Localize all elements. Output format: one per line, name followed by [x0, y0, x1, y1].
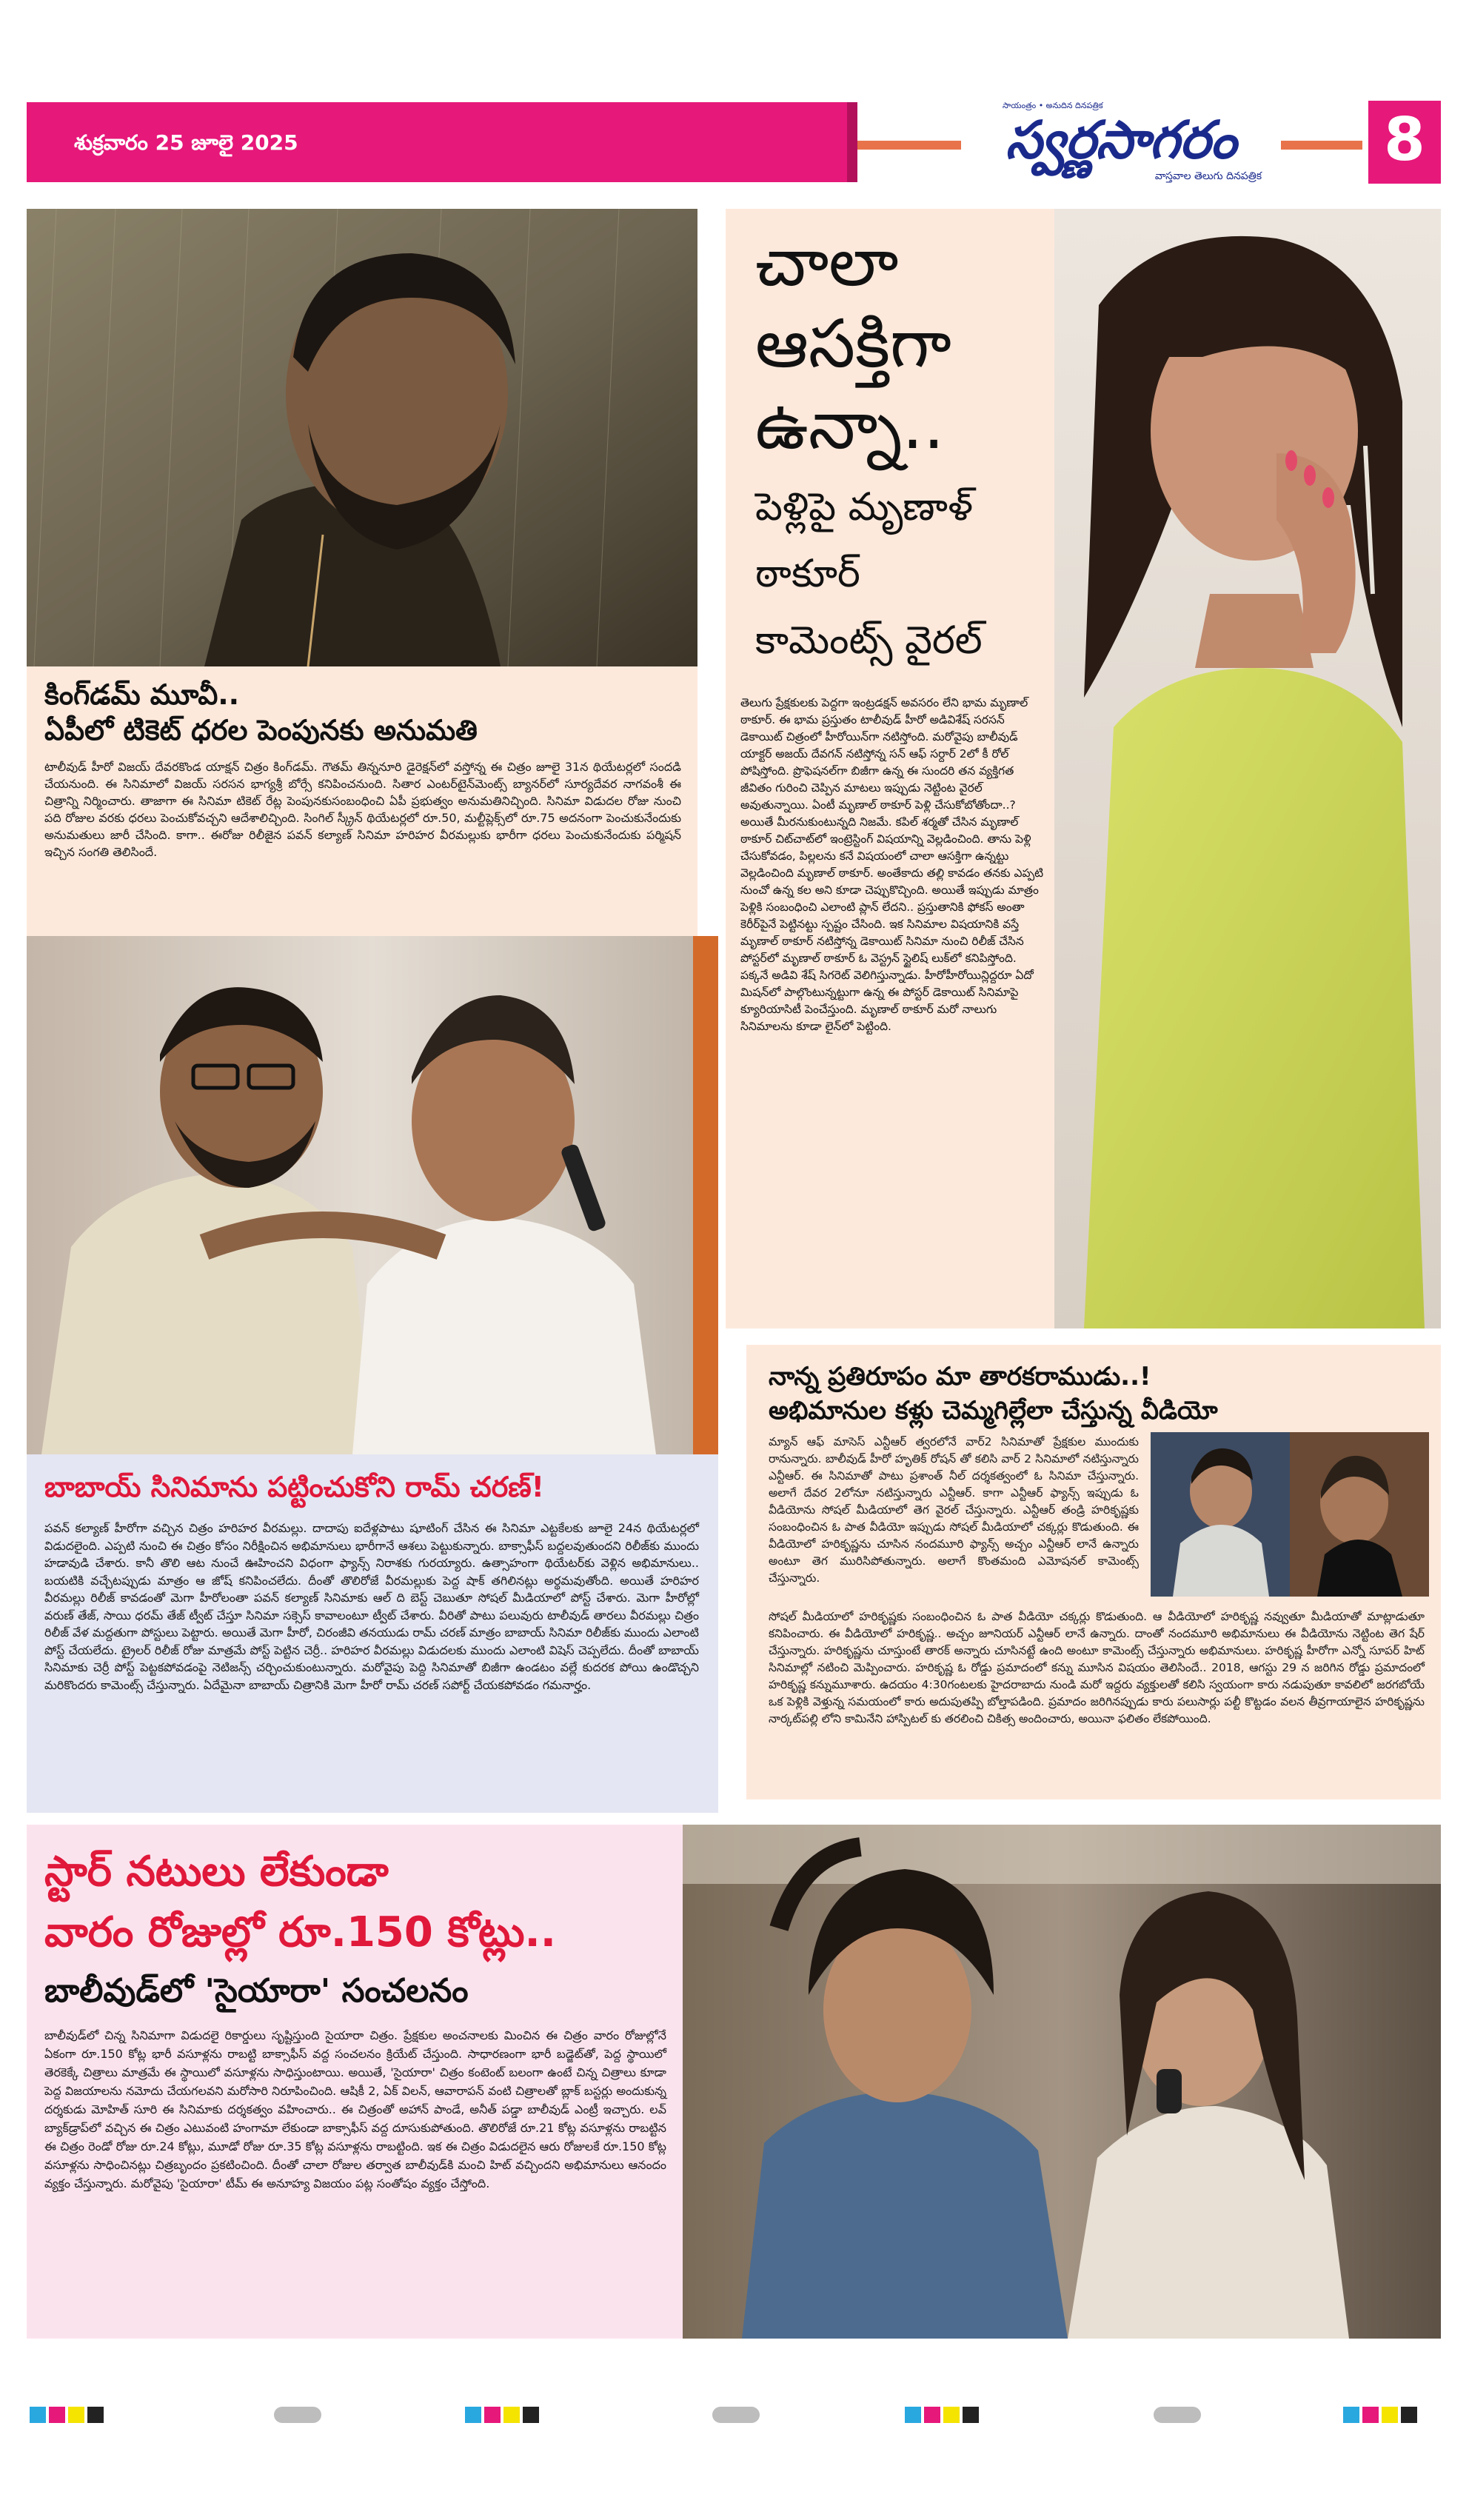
ramcharan-text-box [27, 1454, 718, 1813]
registration-marks-3 [905, 2407, 979, 2423]
saiyaara-headline-3: బాలీవుడ్‌లో 'సైయారా' సంచలనం [44, 1972, 469, 2010]
ntr-body-rest: సోషల్ మీడియాలో హరికృష్ణకు సంబంధించిన ఓ పాత వీడియో చక్కర్లు కొడుతుంది. ఆ వీడియోలో హరికృష్ణ నవ్వుతూ మీడియాతో మాట్లాడుతూ కనిపించారు. ఈ వీడియోలో హరికృష్ణ.. అచ్చం జూనియర్ ఎన్టీఆర్ లానే ఉన్నారు. దాంతో నందమూరి అభిమానులు ఈ వీడియోను నెట్టింట తెగ షేర్ చేస్తున్నారు. హరికృష్ణను చూస్తుంటే తారక్ అన్నారు చూసినట్టే ఉంది అంటూ కామెంట్స్ చేస్తున్నారు అభిమానులు. హరికృష్ణ హీరోగా ఎన్నో సూపర్ హిట్ సినిమాల్లో నటించి మెప్పించారు. హరికృష్ణ ఓ రోడ్డు ప్రమాదంలో కన్ను మూసిన విషయం తెలిసిందే.. 2018, ఆగస్టు 29 న జరిగిన రోడ్డు ప్రమాదంలో హరికృష్ణ కన్నుమూశారు. ఉదయం 4:30గంటలకు హైదరాబాదు నుండి మరో ఇద్దరు వ్యక్తులతో కలిసి స్వయంగా కారు నడుపుతూ కావలిలో జరగబోయే ఒక పెళ్లికి వెళ్తున్న సమయంలో కారు అదుపుతప్పి బోల్తాపడింది. ప్రమాదం జరిగినప్పుడు కారు పలుసార్లు పల్టీ కొట్టడం వలన తీవ్రగాయాలైన హరికృష్ణను నార్కట్‌పల్లి లోని కామినేని హాస్పిటల్ కు తరలించి చికిత్స అందించారు, అయినా ఫలితం లేకపోయింది. [769, 1610, 1425, 1725]
mrunal-headline-1: చాలా [755, 224, 899, 301]
saiyaara-text-box [27, 1825, 683, 2339]
date-banner [27, 102, 857, 182]
masthead-rule-right [1281, 141, 1362, 150]
ntr-headline-1: నాన్న ప్రతిరూపం మా తారకరాముడు..! [769, 1362, 1151, 1391]
ntr-story-box [746, 1345, 1441, 1799]
mrunal-sub-1: పెళ్లిపై మృణాళ్ [755, 485, 974, 529]
mrunal-body: తెలుగు ప్రేక్షకులకు పెద్దగా ఇంట్రడక్షన్ అవసరం లేని భామ మృణాల్ ఠాకూర్. ఈ భామ ప్రస్తుతం టాలీవుడ్ హీరో అడివిశేష్ సరసన్ డెకాయిట్ చిత్రంలో హీరోయిన్‌గా నటిస్తోంది. మరోవైపు బాలీవుడ్ యాక్టర్ అజయ్ దేవగన్ నటిస్తోన్న సన్ ఆఫ్ సర్దార్ 2లో కీ రోల్ పోషిస్తోంది. ప్రొఫెషనల్‌గా బిజీగా ఉన్న ఈ సుందరి తన వ్యక్తిగత జీవితం గురించి చెప్పిన మాటలు ఇప్పుడు నెట్టింట వైరల్ అవుతున్నాయి. ఏంటీ మృణాల్ ఠాకూర్ పెళ్లి చేసుకోబోతోందా..? అయితే మీరనుకుంటున్నది నిజమే. కపిల్ శర్మతో చేసిన మృణాల్ ఠాకూర్ చిట్‌చాట్‌లో ఇంట్రెస్టింగ్ విషయాన్ని వెల్లడించింది. తాను పెళ్లి చేసుకోవడం, పిల్లలను కనే విషయంలో చాలా ఆసక్తిగా ఉన్నట్టు వెల్లడించింది మృణాల్ ఠాకూర్. అంతేకాదు తల్లి కావడం తనకు ఎప్పటి నుంచో ఉన్న కల అని కూడా చెప్పుకొచ్చింది. అయితే ఇప్పుడు మాత్రం పెళ్లికి సంబంధించి ఎలాంటి ప్లాన్ లేదని.. ప్రస్తుతానికి ఫోకస్ అంతా కెరీర్‌పైనే పెట్టినట్టు స్పష్టం చేసింది. ఇక సినిమాల విషయానికి వస్తే మృణాల్ ఠాకూర్ నటిస్తోన్న డెకాయిట్ సినిమా నుంచి రిలీజ్ చేసిన పోస్టర్‌లో మృణాల్ ఠాకూర్ ఓ వెస్ట్రన్ స్టైలిష్ లుక్‌లో కనిపిస్తోంది. పక్కనే అడివి శేష్ సిగరెట్ వెలిగిస్తున్నాడు. హీరోహీరోయిన్లిద్దరూ ఏదో మిషన్‌లో పాల్గొంటున్నట్టుగా ఉన్న ఈ పోస్టర్ డెకాయిట్ సినిమాపై క్యూరియాసిటీ పెంచేస్తుంది. మృణాల్ ఠాకూర్ మరో నాలుగు సినిమాలను కూడా లైన్‌లో పెట్టింది. [740, 696, 1044, 1033]
mrunal-portrait-photo [1054, 209, 1441, 1328]
mrunal-sub-3: కామెంట్స్ వైరల్ [755, 618, 983, 663]
registration-pill-1 [274, 2407, 321, 2423]
registration-pill-3 [1154, 2407, 1201, 2423]
ntr-headline-2: అభిమానుల కళ్లు చెమ్మగిల్లేలా చేస్తున్న వీడియో [769, 1396, 1218, 1426]
mrunal-sub-2: ఠాకూర్ [755, 552, 860, 596]
saiyaara-headline-2: వారం రోజుల్లో రూ.150 కోట్లు.. [44, 1908, 557, 1956]
page-number: 8 [1384, 105, 1425, 174]
logo-tagline-bottom: వాస్తవాల తెలుగు దినపత్రిక [1154, 170, 1262, 182]
ramcharan-pawan-photo [27, 936, 718, 1454]
page-number-box [1368, 101, 1441, 184]
registration-pill-2 [712, 2407, 760, 2423]
kingdom-headline-1: కింగ్‌డమ్ మూవీ.. [44, 678, 240, 711]
ntr-body-intro: మ్యాన్ ఆఫ్ మాసెస్ ఎన్టీఆర్ త్వరలోనే వార్2 సినిమాతో ప్రేక్షకుల ముందుకు రానున్నారు. బాలీవుడ్ హీరో హృతిక్ రోషన్ తో కలిసి వార్ 2 సినిమాలో నటిస్తున్నారు ఎన్టీఆర్. ఈ సినిమాతో పాటు ప్రశాంత్ నీల్ దర్శకత్వంలో ఓ సినిమా చేస్తున్నారు. అలాగే దేవర 2లోనూ నటిస్తున్నారు ఎన్టీఆర్. కాగా ఎన్టీఆర్ ఫ్యాన్స్ ఇప్పుడు ఓ వీడియోను సోషల్ మీడియాలో తెగ వైరల్ చేస్తున్నారు. ఎన్టీఆర్ తండ్రి హరికృష్ణకు సంబంధించిన ఓ పాత వీడియో ఇప్పుడు సోషల్ మీడియాలో చక్కర్లు కొడుతుంది. ఈ వీడియోలో హరికృష్ణను చూసిన నందమూరి ఫ్యాన్స్ అచ్చం ఎన్టీఆర్ లానే ఉన్నారు అంటూ తెగ మురిసిపోతున్నారు. అలాగే కొంతమంది ఎమోషనల్ కామెంట్స్ చేస్తున్నారు. [769, 1435, 1139, 1585]
kingdom-headline-2: ఏపీలో టికెట్ ధరల పెంపునకు అనుమతి [44, 714, 478, 746]
logo-wordmark: స్వర్ణసాగరం [1005, 109, 1237, 170]
saiyaara-headline-1: స్టార్ నటులు లేకుండా [44, 1848, 389, 1896]
saiyaara-still-photo [683, 1825, 1441, 2339]
ramcharan-headline: బాబాయ్ సినిమాను పట్టించుకోని రామ్ చరణ్! [44, 1471, 544, 1503]
registration-marks-2 [465, 2407, 539, 2423]
newspaper-logo [966, 99, 1276, 185]
kingdom-still-photo [27, 209, 697, 666]
issue-date: శుక్రవారం 25 జూలై 2025 [74, 130, 298, 155]
kingdom-body: టాలీవుడ్ హీరో విజయ్ దేవరకొండ యాక్షన్ చిత్రం కింగ్‌డమ్. గౌతమ్ తిన్ననూరి డైరెక్షన్‌లో వస్తోన్న ఈ చిత్రం జూలై 31న థియేటర్లలో సందడి చేయనుంది. ఈ సినిమాలో విజయ్ సరసన భాగ్యశ్రీ బోర్సే కనిపించనుంది. సితార ఎంటర్‌టైన్‌మెంట్స్ బ్యానర్‌లో సూర్యదేవర నాగవంశీ ఈ చిత్రాన్ని నిర్మించారు. తాజాగా ఈ సినిమా టికెట్ రేట్ల పెంపునకుసంబంధించి ఏపీ ప్రభుత్వం అనుమతినిచ్చింది. సినిమా విడుదల రోజు నుంచి పది రోజుల వరకు ధరలు పెంచుకోవచ్చని ఆదేశాలిచ్చింది. సింగిల్ స్క్రీన్ థియేటర్లలో రూ.50, మల్టీప్లెక్స్‌లో రూ.75 అదనంగా పెంచుకునేందుకు అనుమతులు జారీ చేసింది. కాగా.. ఈరోజు రిలీజైన పవన్ కల్యాణ్ సినిమా హరిహర వీరమల్లుకు భారీగా ధరలు పెంచుకునేందుకు పర్మిషన్ ఇచ్చిన సంగతి తెలిసిందే. [44, 760, 681, 859]
mrunal-headline-3: ఉన్నా.. [755, 387, 945, 464]
logo-tagline-top: సాయంత్రం • అనుదిన దినపత్రిక [1003, 101, 1103, 110]
masthead-rule-left [857, 141, 961, 150]
registration-marks-1 [30, 2407, 104, 2423]
ntr-harikrishna-photo [1151, 1432, 1429, 1597]
registration-marks-4 [1343, 2407, 1417, 2423]
mrunal-headline-2: ఆసక్తిగా [755, 305, 951, 383]
saiyaara-body: బాలీవుడ్‌లో చిన్న సినిమాగా విడుదలై రికార్డులు సృష్టిస్తుంది సైయారా చిత్రం. ప్రేక్షకుల అంచనాలకు మించిన ఈ చిత్రం వారం రోజుల్లోనే ఏకంగా రూ.150 కోట్ల భారీ వసూళ్లను రాబట్టి బాక్సాఫీస్ వద్ద సంచలనం క్రియేట్ చేస్తుంది. సాధారణంగా భారీ బడ్జెట్‌తో, పెద్ద స్థాయిలో తెరకెక్కే చిత్రాలు మాత్రమే ఈ స్థాయిలో వసూళ్లను సాధిస్తుంటాయి. అయితే, 'సైయారా' చిత్రం కంటెంట్ బలంగా ఉంటే చిన్న చిత్రాలు కూడా పెద్ద విజయాలను నమోదు చేయగలవని మరోసారి నిరూపించింది. ఆషికీ 2, ఏక్ విలన్, ఆవారాపన్ వంటి చిత్రాలతో బ్లాక్ బస్టర్లు అందుకున్న దర్శకుడు మోహిత్ సూరి ఈ సినిమాకు దర్శకత్వం వహించారు.. ఈ చిత్రంతో అహాన్ పాండే, అనీత్ పడ్డా బాలీవుడ్ ఎంట్రీ ఇచ్చారు. లవ్ బ్యాక్‌డ్రాప్‌లో వచ్చిన ఈ చిత్రం ఎటువంటి హంగామా లేకుండా బాక్సాఫీస్ వద్ద దూసుకుపోతుంది. తొలిరోజే రూ.21 కోట్ల వసూళ్లను రాబట్టిన ఈ చిత్రం రెండో రోజు రూ.24 కోట్లు, మూడో రోజు రూ.35 కోట్ల వసూళ్లను రాబట్టింది. ఇక ఈ చిత్రం విడుదలైన ఆరు రోజులకే రూ.150 కోట్ల వసూళ్లను సాధించినట్లు చిత్రబృందం ప్రకటించింది. దీంతో చాలా రోజుల తర్వాత బాలీవుడ్‌కి మంచి హిట్ వచ్చిందని అభిమానులు ఆనందం వ్యక్తం చేస్తున్నారు. మరోవైపు 'సైయారా' టీమ్ ఈ అనూహ్య విజయం పట్ల సంతోషం వ్యక్తం చేస్తోంది. [44, 2028, 666, 2190]
ramcharan-body: పవన్ కల్యాణ్ హీరోగా వచ్చిన చిత్రం హరిహర వీరమల్లు. దాదాపు ఐదేళ్లపాటు షూటింగ్ చేసిన ఈ సినిమా ఎట్టకేలకు జూలై 24న థియేటర్లలో విడుదలైంది. ఎప్పటి నుంచి ఈ చిత్రం కోసం నిరీక్షించిన అభిమానులు భారీగానే ఆశలు పెట్టుకున్నారు. బాక్సాఫీస్ బద్దలవుతుందని రిలీజ్‌కు ముందు హడావుడి చేశారు. కానీ తొలి ఆట నుంచే ఊహించని విధంగా ఫ్యాన్స్ నిరాశకు గురయ్యారు. ఉత్సాహంగా థియేటర్‌కు వెళ్లిన అభిమానులు.. బయటికి వచ్చేటప్పుడు మాత్రం ఆ జోష్ కనిపించలేదు. దీంతో తొలిరోజే వీరమల్లుకు పెద్ద షాక్ తగిలినట్లు అర్థమవుతోంది. అయితే హరిహర వీరమల్లు రిలీజ్ కావడంతో మెగా హీరోలంతా పవన్ కల్యాణ్ సినిమాకు ఆల్ ది బెస్ట్ చెబుతూ సోషల్ మీడియాలో పోస్ట్ చేశారు. మెగా హీరోల్లో వరుణ్ తేజ్, సాయి ధరమ్ తేజ్ ట్వీట్ చేస్తూ సినిమా సక్సెస్ కావాలంటూ ట్వీట్ చేశారు. వీరితో పాటు పలువురు టాలీవుడ్ తారలు వీరమల్లు చిత్రం రిలీజ్ వేళ మద్దతుగా పోస్టులు పెట్టారు. అయితే మెగా హీరో, చిరంజీవి తనయుడు రామ్ చరణ్ మాత్రం బాబాయ్ సినిమా రిలీజ్‌కు ముందు ఎలాంటి పోస్ట్ చేయలేదు. ట్రైలర్ రిలీజ్ రోజు మాత్రమే పోస్ట్ పెట్టిన చెర్రీ.. హరిహర వీరమల్లు విడుదలకు ముందు ఎలాంటి విషెస్ చెప్పలేదు. దీంతో బాబాయ్ సినిమాకు చెర్రీ పోస్ట్ పెట్టకపోవడంపై నెటిజన్స్ చర్చించుకుంటున్నారు. మరోవైపు పెద్ది సినిమాతో బిజీగా ఉండటం వల్లే కుదరక పోయి ఉండొచ్చని మరికొందరు కామెంట్స్ చేస్తున్నారు. ఏదేమైనా బాబాయ్ చిత్రానికి మెగా హీరో రామ్ చరణ్ సపోర్ట్ చేయకపోవడం గమనార్హం. [44, 1521, 699, 1692]
kingdom-text-box [27, 666, 697, 943]
